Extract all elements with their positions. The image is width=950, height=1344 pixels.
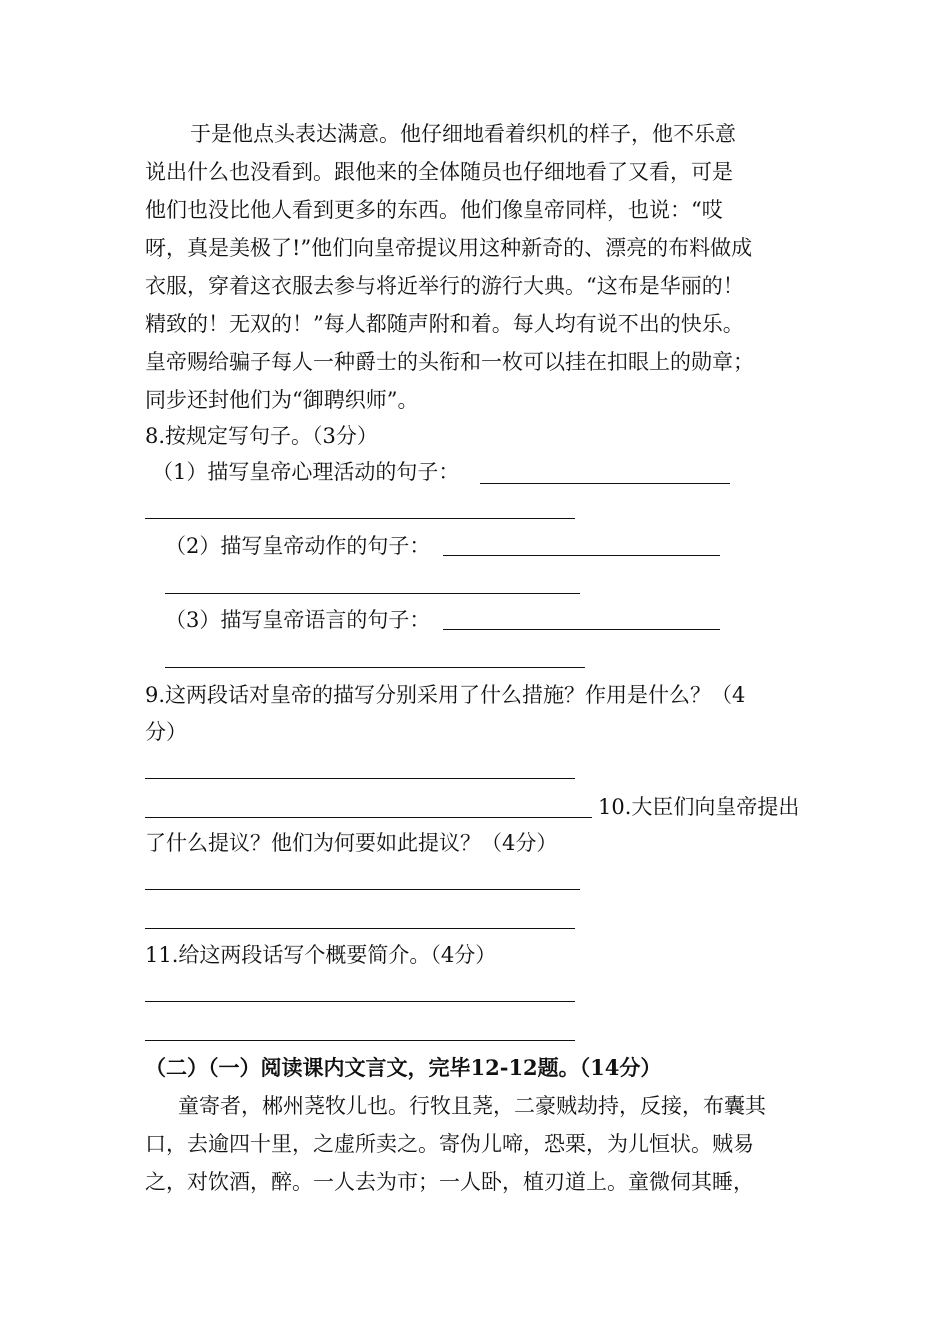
answer-blank[interactable]: [165, 593, 580, 594]
classical-text-line: 口，去逾四十里，之虚所卖之。寄伪儿啼，恐栗，为儿恒状。贼易: [145, 1132, 754, 1156]
question-9-text: 分）: [145, 720, 187, 744]
classical-text-line: 童寄者，郴州荛牧儿也。行牧且荛，二豪贼劫持，反接，布囊其: [178, 1094, 766, 1118]
section-heading: （二）（一）阅读课内文言文，完毕12-12题。（14分）: [145, 1055, 662, 1080]
answer-blank[interactable]: [145, 518, 575, 519]
passage-line: 呀，真是美极了!”他们向皇帝提议用这种新奇的、漂亮的布料做成: [145, 236, 753, 260]
passage-line: 他们也没比他人看到更多的东西。他们像皇帝同样，也说：“哎: [145, 198, 723, 222]
answer-blank[interactable]: [145, 817, 592, 818]
passage-line: 于是他点头表达满意。他仔细地看着织机的样子，他不乐意: [190, 122, 736, 146]
passage-line: 衣服，穿着这衣服去参与将近举行的游行大典。“这布是华丽的！: [145, 274, 744, 298]
passage-line: 精致的！无双的！”每人都随声附和着。每人均有说不出的快乐。: [145, 312, 744, 336]
question-8-sub-3: （3）描写皇帝语言的句子：: [165, 608, 431, 632]
answer-blank[interactable]: [145, 928, 575, 929]
question-10-text: 了什么提议？他们为何要如此提议？（4分）: [145, 831, 558, 855]
passage-line: 说出什么也没看到。跟他来的全体随员也仔细地看了又看，可是: [145, 160, 733, 184]
question-8-title: 8.按规定写句子。（3分）: [145, 424, 378, 448]
question-9-text: 9.这两段话对皇帝的描写分别采用了什么措施？作用是什么？（4: [145, 683, 746, 707]
passage-line: 皇帝赐给骗子每人一种爵士的头衔和一枚可以挂在扣眼上的勋章；: [145, 350, 754, 374]
answer-blank[interactable]: [443, 629, 720, 630]
answer-blank[interactable]: [145, 889, 580, 890]
answer-blank[interactable]: [165, 667, 585, 668]
question-11-title: 11.给这两段话写个概要简介。（4分）: [145, 943, 497, 967]
answer-blank[interactable]: [145, 1040, 575, 1041]
answer-blank[interactable]: [443, 555, 720, 556]
question-8-sub-1: （1）描写皇帝心理活动的句子：: [152, 460, 460, 484]
classical-text-line: 之，对饮酒，醉。一人去为市；一人卧，植刃道上。童微伺其睡，: [145, 1170, 754, 1194]
answer-blank[interactable]: [145, 778, 575, 779]
passage-line: 同步还封他们为“御聘织师”。: [145, 388, 419, 412]
question-10-text: 10.大臣们向皇帝提出: [598, 795, 800, 819]
answer-blank[interactable]: [145, 1001, 575, 1002]
question-8-sub-2: （2）描写皇帝动作的句子：: [165, 534, 431, 558]
answer-blank[interactable]: [480, 483, 730, 484]
